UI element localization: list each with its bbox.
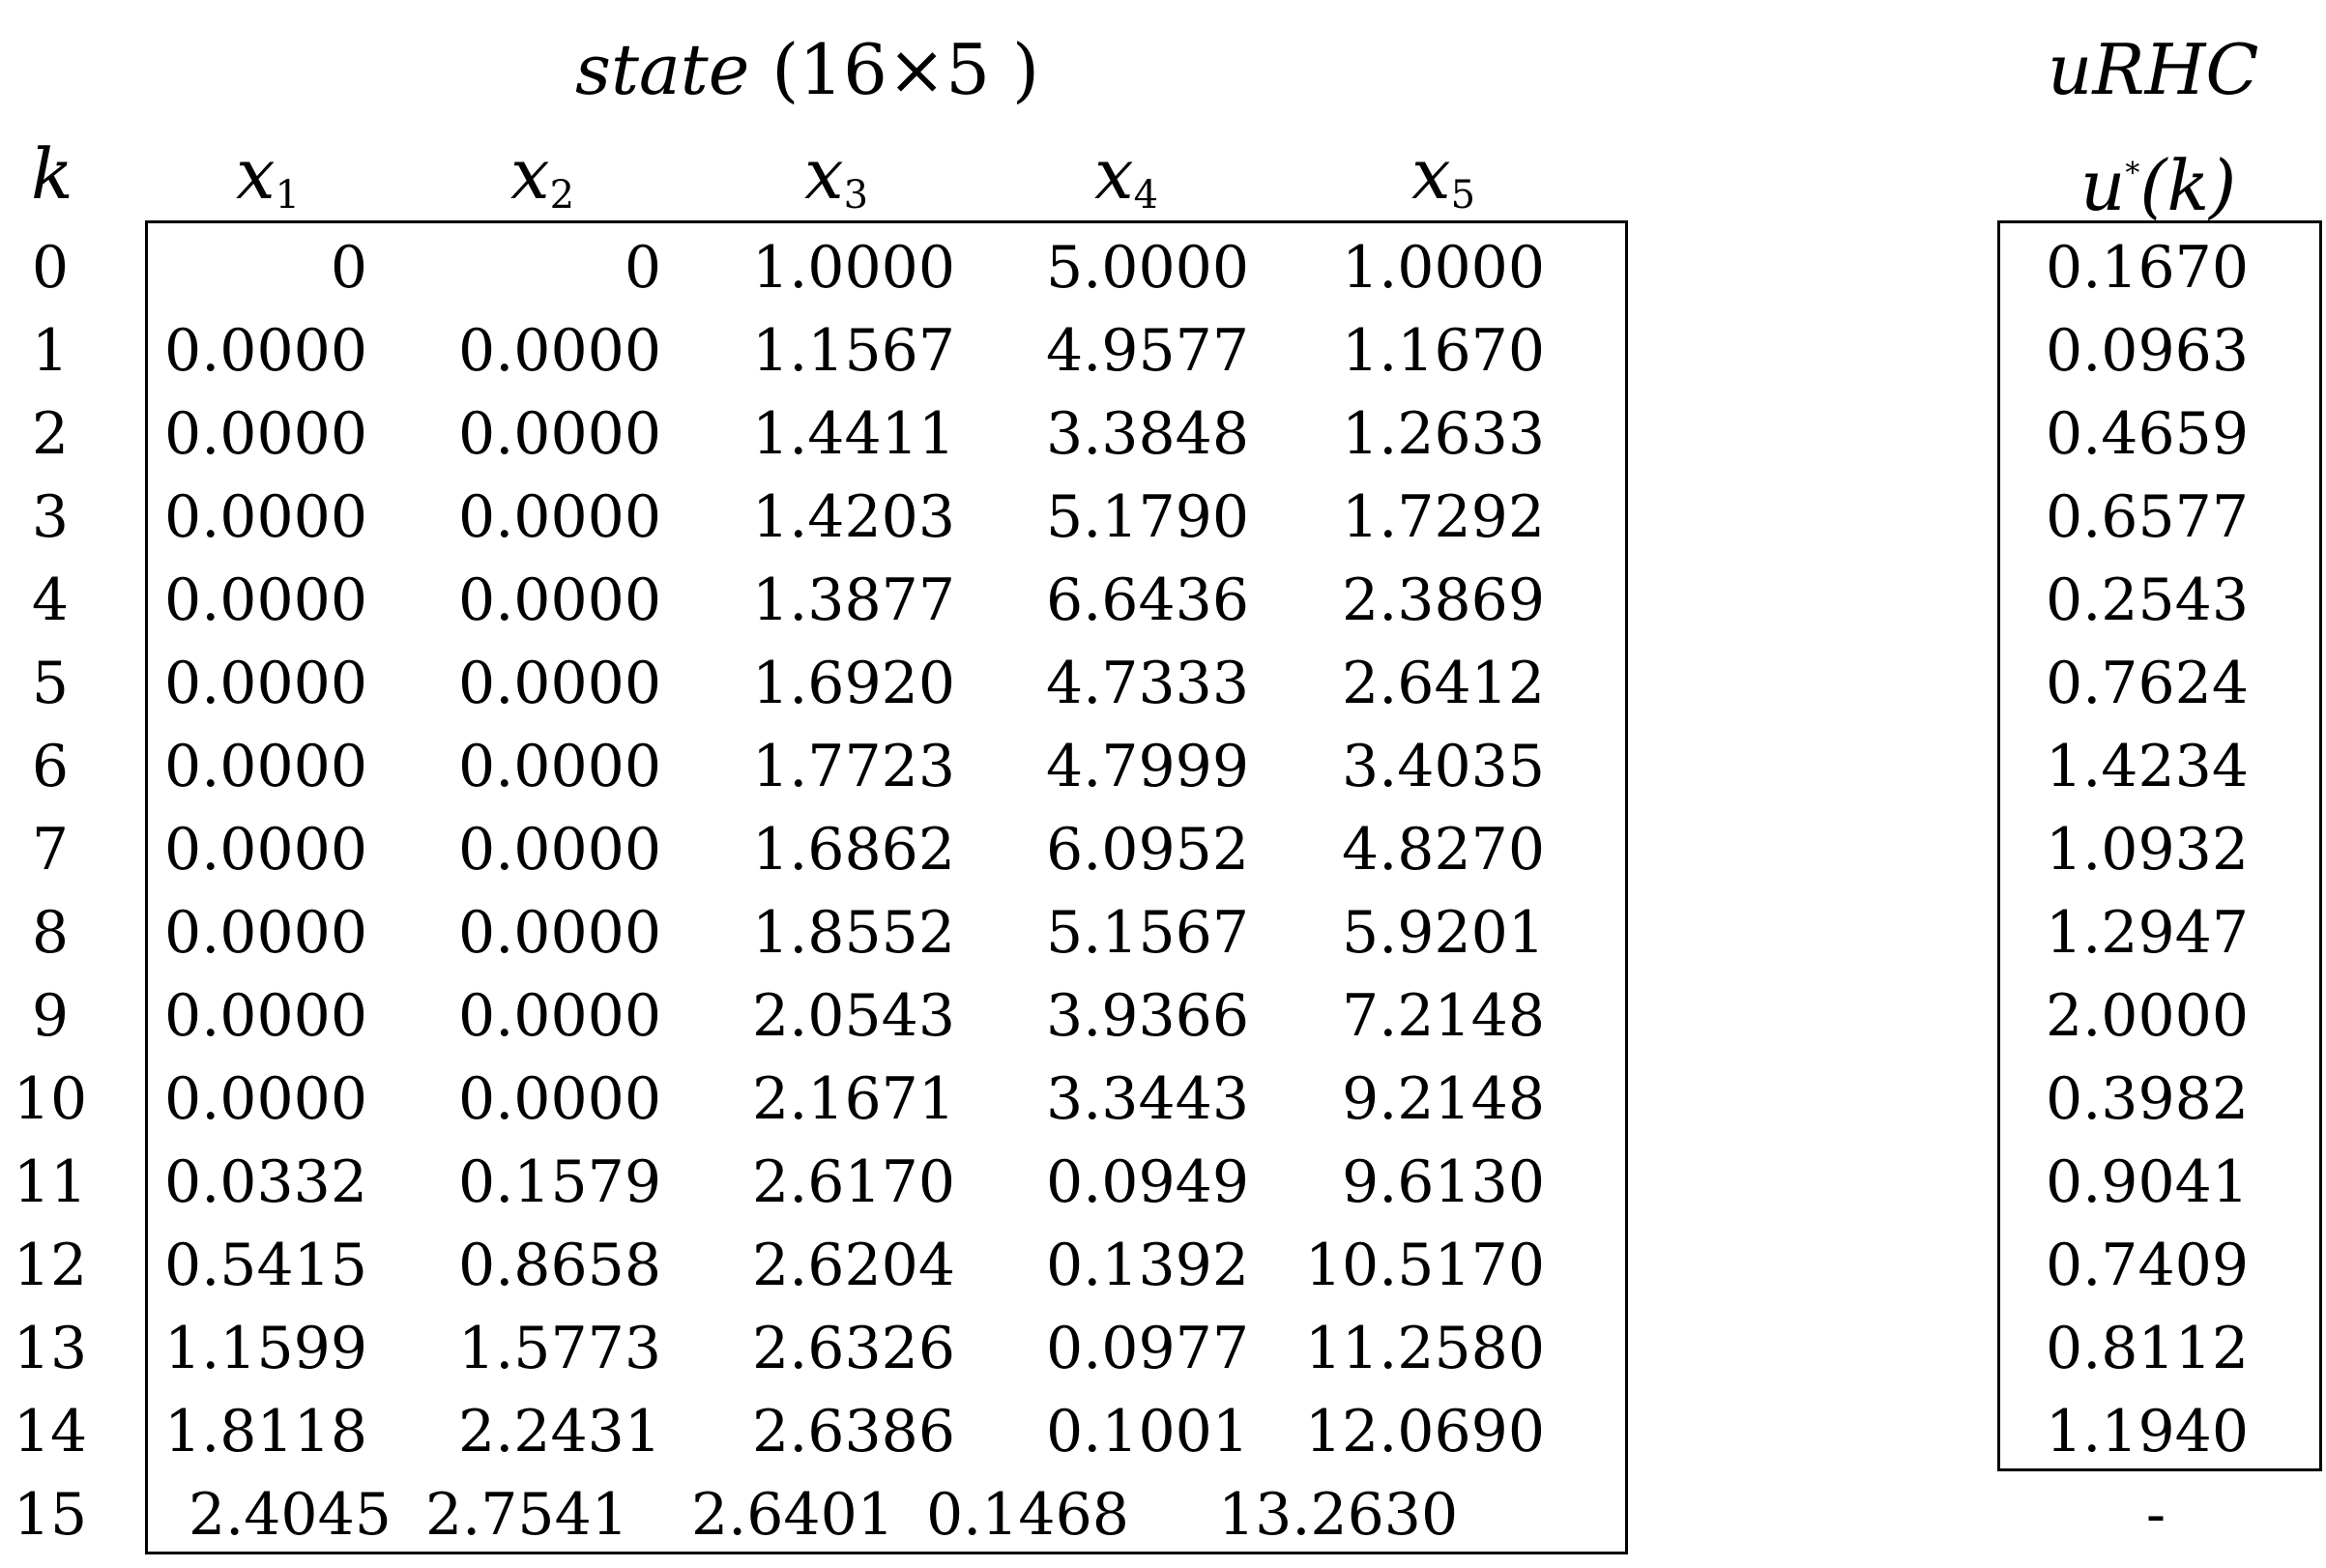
- control-cell-u: 1.0932: [2046, 816, 2249, 884]
- control-cell-u: 0.2543: [2046, 566, 2249, 634]
- state-cell-x5: 5.9201: [1342, 899, 1545, 967]
- row-index-k: 11: [13, 1148, 88, 1216]
- state-cell-x5: 1.1670: [1342, 317, 1545, 385]
- state-cell-x4: 3.3848: [1046, 400, 1249, 468]
- row-index-k: 3: [31, 483, 70, 551]
- state-cell-x1: 2.4045: [189, 1481, 392, 1549]
- column-header-var: x: [1411, 133, 1451, 215]
- column-header-subscript: 2: [549, 173, 575, 218]
- state-cell-x2: 0.0000: [458, 483, 661, 551]
- row-index-k: 4: [31, 566, 70, 634]
- state-cell-x5: 4.8270: [1342, 816, 1545, 884]
- state-cell-x5: 12.0690: [1304, 1398, 1545, 1466]
- state-cell-x5: 1.0000: [1342, 234, 1545, 302]
- state-cell-x3: 2.6386: [752, 1398, 955, 1466]
- state-cell-x2: 0.0000: [458, 816, 661, 884]
- column-header-var: x: [236, 133, 276, 215]
- state-cell-x3: 1.0000: [752, 234, 955, 302]
- state-cell-x4: 4.7333: [1046, 650, 1249, 717]
- row-index-k: 1: [31, 317, 70, 385]
- row-index-k: 5: [31, 650, 70, 717]
- state-cell-x3: 2.6170: [752, 1148, 955, 1216]
- state-cell-x3: 1.4411: [752, 400, 955, 468]
- control-cell-u: -: [2145, 1481, 2166, 1549]
- column-header-var: x: [804, 133, 844, 215]
- state-cell-x1: 0.0000: [164, 650, 367, 717]
- state-cell-x1: 0.5415: [164, 1232, 367, 1299]
- column-header-subscript: 3: [843, 173, 869, 218]
- state-cell-x5: 13.2630: [1218, 1481, 1459, 1549]
- state-cell-x5: 9.6130: [1342, 1148, 1545, 1216]
- state-title-text: [575, 29, 1039, 110]
- row-index-k: 12: [13, 1232, 88, 1299]
- state-cell-x3: 1.3877: [752, 566, 955, 634]
- state-title-word: state: [575, 29, 750, 110]
- state-cell-x4: 6.6436: [1046, 566, 1249, 634]
- state-cell-x2: 0.0000: [458, 650, 661, 717]
- state-cell-x5: 7.2148: [1342, 982, 1545, 1050]
- state-table-title: [575, 21, 1039, 118]
- control-cell-u: 1.4234: [2046, 733, 2249, 800]
- state-cell-x5: 10.5170: [1304, 1232, 1545, 1299]
- state-cell-x3: 1.6920: [752, 650, 955, 717]
- state-cell-x4: 5.0000: [1046, 234, 1249, 302]
- state-cell-x3: 1.8552: [752, 899, 955, 967]
- state-cell-x5: 11.2580: [1304, 1315, 1545, 1382]
- control-cell-u: 2.0000: [2046, 982, 2249, 1050]
- state-cell-x3: 2.6326: [752, 1315, 955, 1382]
- row-index-k: 8: [31, 899, 70, 967]
- control-cell-u: 1.2947: [2046, 899, 2249, 967]
- state-cell-x1: 0.0332: [164, 1148, 367, 1216]
- state-cell-x1: 0.0000: [164, 733, 367, 800]
- state-cell-x2: 0.0000: [458, 317, 661, 385]
- state-cell-x2: 0.0000: [458, 1065, 661, 1133]
- control-cell-u: 0.4659: [2046, 400, 2249, 468]
- row-index-k: 7: [31, 816, 70, 884]
- state-cell-x2: 1.5773: [458, 1315, 661, 1382]
- state-cell-x1: 1.1599: [164, 1315, 367, 1382]
- state-cell-x4: 0.1001: [1046, 1398, 1249, 1466]
- state-cell-x1: 0: [330, 234, 367, 302]
- state-cell-x1: 0.0000: [164, 400, 367, 468]
- state-cell-x4: 3.9366: [1046, 982, 1249, 1050]
- state-cell-x5: 3.4035: [1342, 733, 1545, 800]
- row-index-k: 0: [31, 234, 70, 302]
- state-cell-x3: 1.7723: [752, 733, 955, 800]
- state-cell-x4: 5.1567: [1046, 899, 1249, 967]
- state-cell-x4: 0.1468: [926, 1481, 1129, 1549]
- state-cell-x2: 0.0000: [458, 733, 661, 800]
- state-cell-x4: 6.0952: [1046, 816, 1249, 884]
- k-column-header: k: [31, 133, 73, 215]
- state-cell-x2: 0.0000: [458, 566, 661, 634]
- control-cell-u: 0.8112: [2046, 1315, 2249, 1382]
- state-cell-x2: 0: [624, 234, 661, 302]
- state-cell-x4: 4.9577: [1046, 317, 1249, 385]
- u-column-header: [2080, 126, 2236, 234]
- state-cell-x1: 0.0000: [164, 317, 367, 385]
- control-table-title: uRHC: [2048, 29, 2259, 110]
- control-cell-u: 1.1940: [2046, 1398, 2249, 1466]
- control-cell-u: 0.7409: [2046, 1232, 2249, 1299]
- control-cell-u: 0.9041: [2046, 1148, 2249, 1216]
- state-cell-x5: 1.2633: [1342, 400, 1545, 468]
- state-cell-x4: 5.1790: [1046, 483, 1249, 551]
- state-cell-x4: 0.1392: [1046, 1232, 1249, 1299]
- row-index-k: 10: [13, 1065, 88, 1133]
- state-cell-x5: 2.3869: [1342, 566, 1545, 634]
- state-cell-x4: 0.0949: [1046, 1148, 1249, 1216]
- column-header-subscript: 1: [275, 173, 301, 218]
- state-cell-x2: 0.0000: [458, 982, 661, 1050]
- column-header-subscript: 5: [1450, 173, 1476, 218]
- state-cell-x4: 3.3443: [1046, 1065, 1249, 1133]
- state-title-dimensions: (16×5 ): [749, 29, 1040, 110]
- state-cell-x2: 0.8658: [458, 1232, 661, 1299]
- control-cell-u: 0.7624: [2046, 650, 2249, 717]
- state-cell-x3: 1.4203: [752, 483, 955, 551]
- state-cell-x2: 0.1579: [458, 1148, 661, 1216]
- state-cell-x3: 2.0543: [752, 982, 955, 1050]
- control-cell-u: 0.1670: [2046, 234, 2249, 302]
- state-cell-x2: 0.0000: [458, 899, 661, 967]
- state-cell-x4: 0.0977: [1046, 1315, 1249, 1382]
- state-cell-x2: 0.0000: [458, 400, 661, 468]
- u-label-arg: (k): [2139, 145, 2237, 226]
- u-label-star: *: [2125, 157, 2140, 190]
- row-index-k: 2: [31, 400, 70, 468]
- state-cell-x1: 0.0000: [164, 816, 367, 884]
- row-index-k: 14: [13, 1398, 88, 1466]
- state-cell-x3: 2.6204: [752, 1232, 955, 1299]
- state-cell-x1: 0.0000: [164, 982, 367, 1050]
- state-cell-x5: 9.2148: [1342, 1065, 1545, 1133]
- state-cell-x3: 2.1671: [752, 1065, 955, 1133]
- row-index-k: 9: [31, 982, 70, 1050]
- column-header-var: x: [1094, 133, 1134, 215]
- column-header-subscript: 4: [1133, 173, 1159, 218]
- state-cell-x1: 0.0000: [164, 483, 367, 551]
- state-cell-x1: 0.0000: [164, 899, 367, 967]
- control-cell-u: 0.3982: [2046, 1065, 2249, 1133]
- state-cell-x4: 4.7999: [1046, 733, 1249, 800]
- state-cell-x3: 1.1567: [752, 317, 955, 385]
- state-cell-x1: 0.0000: [164, 1065, 367, 1133]
- control-cell-u: 0.6577: [2046, 483, 2249, 551]
- control-cell-u: 0.0963: [2046, 317, 2249, 385]
- row-index-k: 6: [31, 733, 70, 800]
- u-label-main: u: [2080, 145, 2126, 226]
- row-index-k: 15: [13, 1481, 88, 1549]
- state-cell-x5: 2.6412: [1342, 650, 1545, 717]
- row-index-k: 13: [13, 1315, 88, 1382]
- state-cell-x3: 1.6862: [752, 816, 955, 884]
- state-cell-x2: 2.2431: [458, 1398, 661, 1466]
- state-cell-x1: 0.0000: [164, 566, 367, 634]
- state-cell-x2: 2.7541: [425, 1481, 628, 1549]
- state-cell-x3: 2.6401: [691, 1481, 894, 1549]
- state-cell-x5: 1.7292: [1342, 483, 1545, 551]
- column-header-var: x: [510, 133, 550, 215]
- state-cell-x1: 1.8118: [164, 1398, 367, 1466]
